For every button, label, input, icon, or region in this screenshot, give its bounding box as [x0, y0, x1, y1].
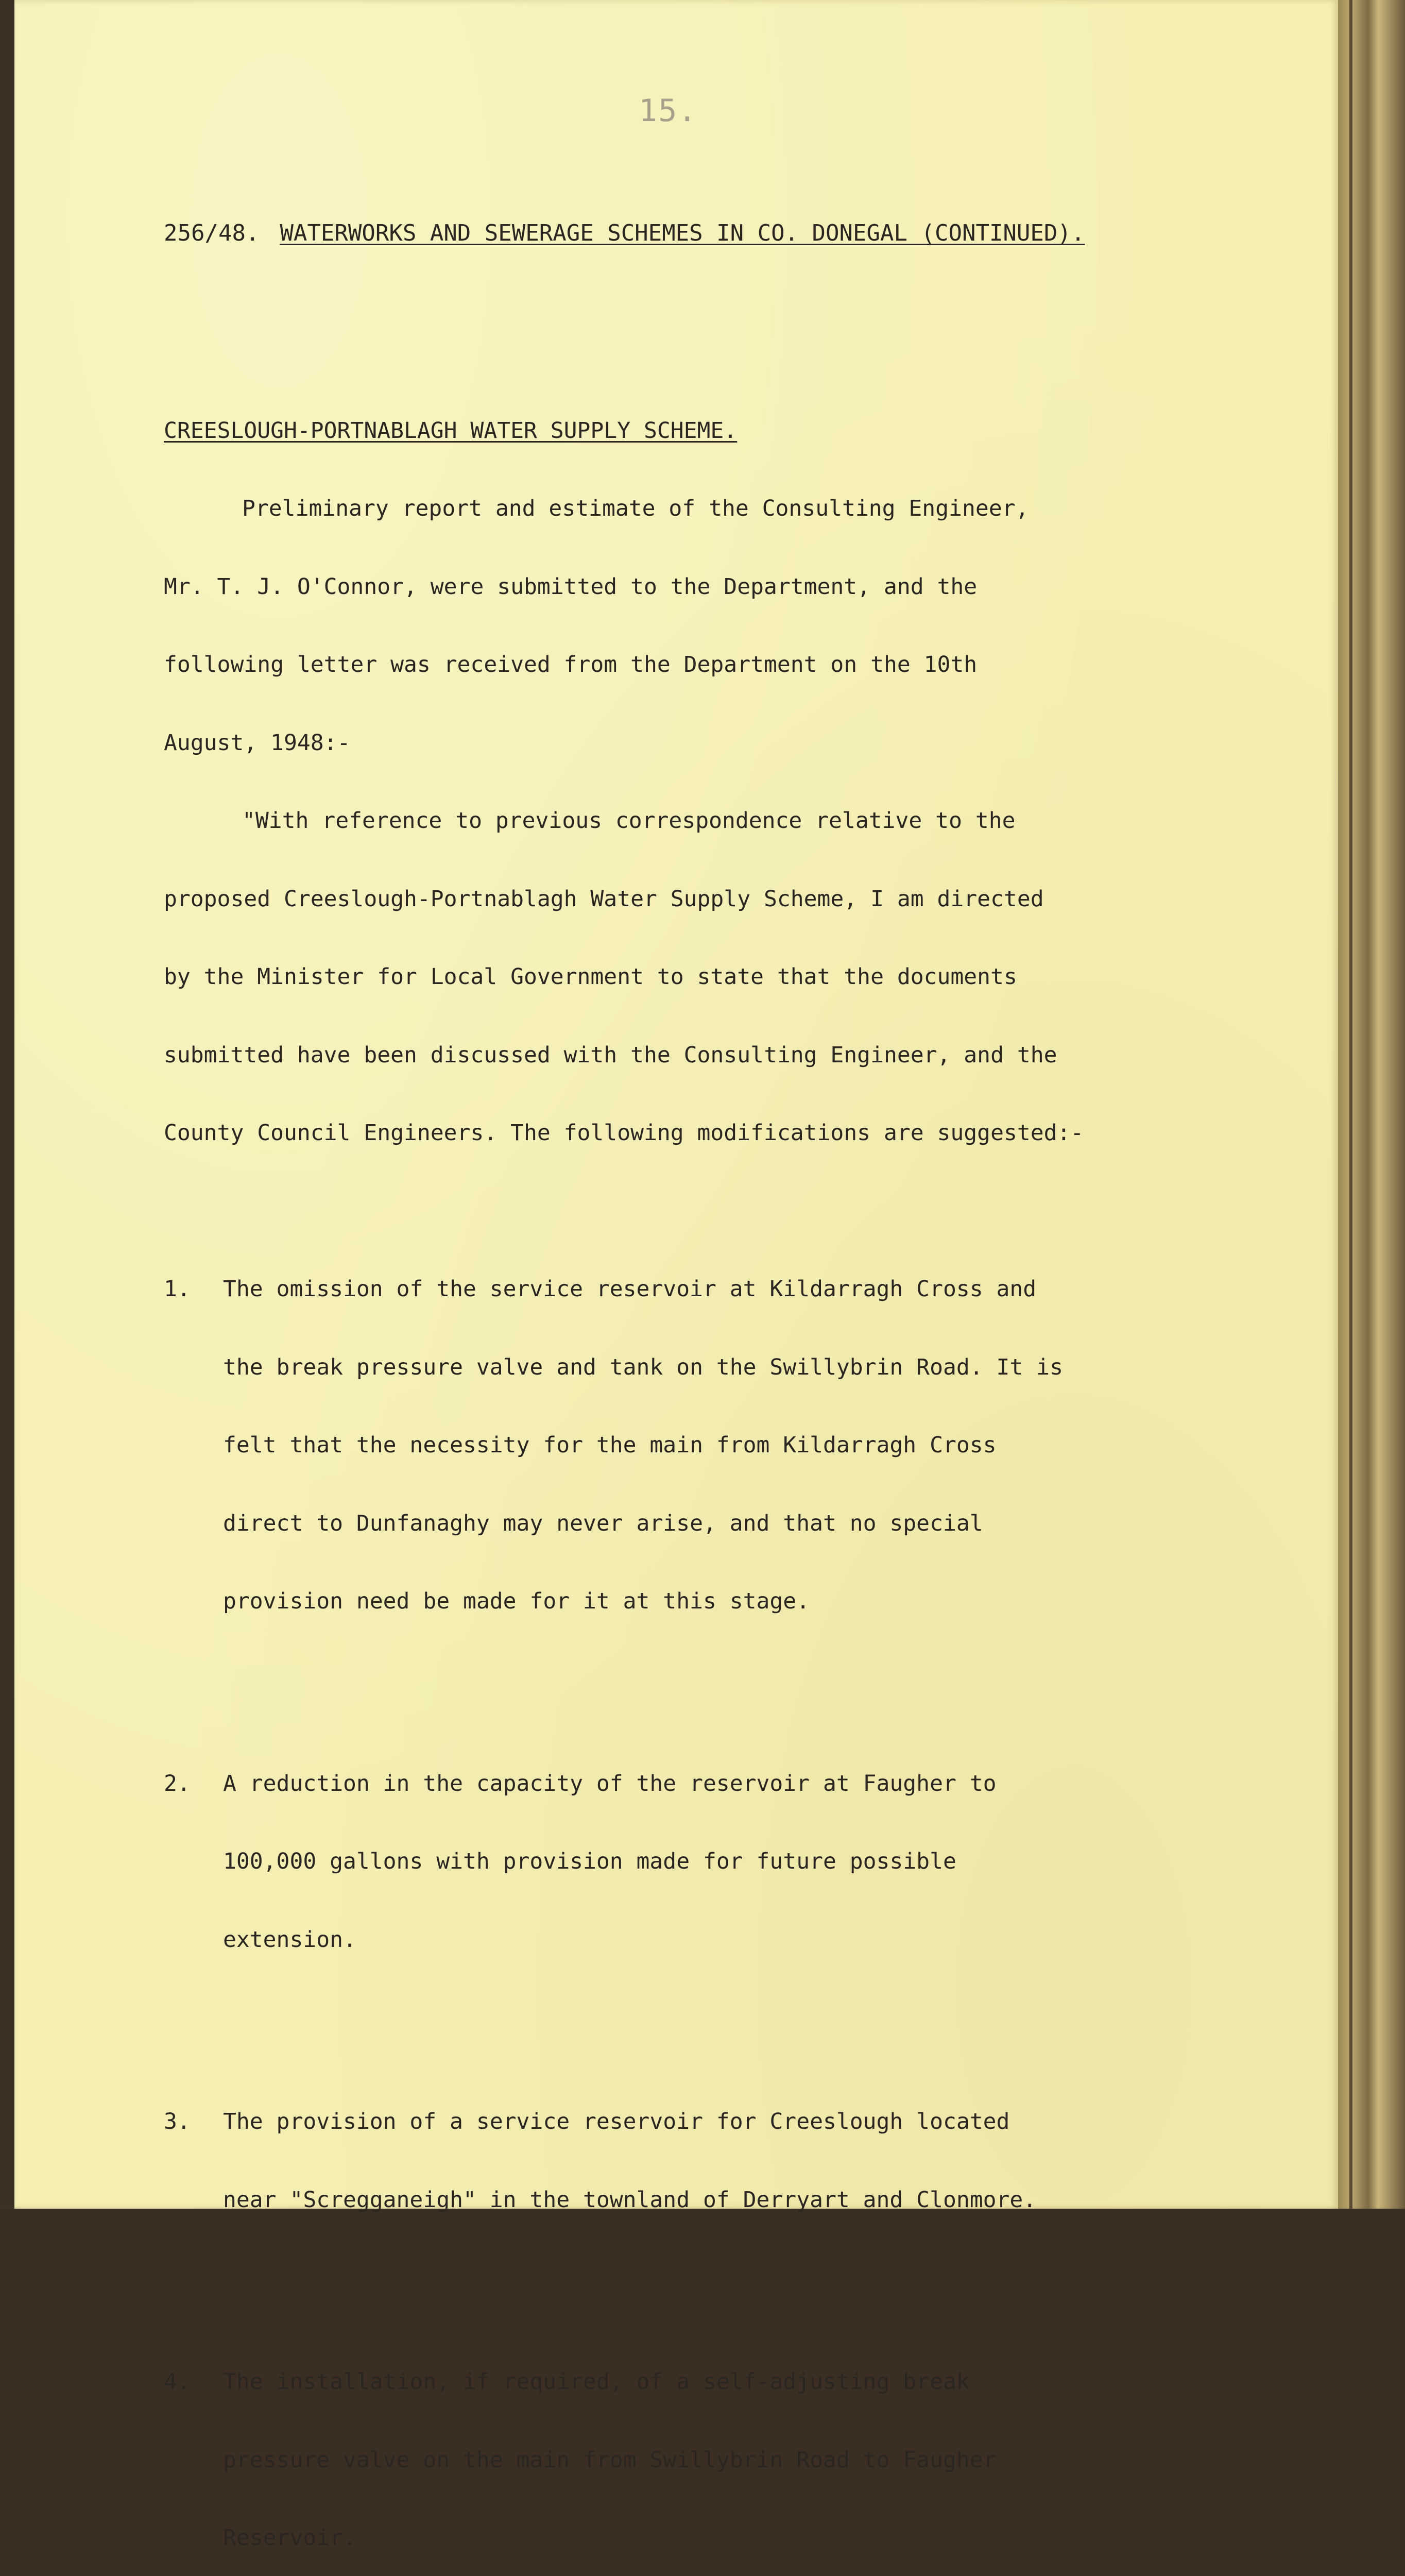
list-line: The omission of the service reservoir at Kildarragh Cross and: [223, 1276, 1036, 1302]
letter-line: submitted have been discussed with the Consulting Engineer, and the: [164, 1042, 1271, 1069]
letter-line: proposed Creeslough-Portnablagh Water Supply Scheme, I am directed: [164, 886, 1271, 912]
list-line: The provision of a service reservoir for Creeslough located: [223, 2109, 1009, 2134]
list-number: 2.: [164, 1771, 223, 1797]
document-header: [164, 221, 1271, 262]
document-body: [164, 142, 1271, 2576]
letter-line: County Council Engineers. The following modifications are suggested:-: [164, 1120, 1271, 1146]
page-number: 15.: [639, 93, 697, 129]
list-number: 3.: [164, 2109, 223, 2135]
list-item: [164, 2317, 1271, 2576]
letter-line: by the Minister for Local Government to state that the documents: [164, 964, 1271, 990]
section-creeslough: [164, 366, 1271, 2576]
list-line: pressure valve on the main from Swillybrin Road to Faugher: [164, 2447, 1271, 2473]
paragraph-line: following letter was received from the Department on the 10th: [164, 652, 1271, 678]
list-line: provision need be made for it at this stage.: [164, 1588, 1271, 1615]
list-line: The installation, if required, of a self-adjusting break: [223, 2369, 970, 2395]
list-line: extension.: [164, 1927, 1271, 1953]
list-line: 100,000 gallons with provision made for future possible: [164, 1849, 1271, 1875]
list-line: near "Scregganeigh" in the townland of Derryart and Clonmore.: [164, 2187, 1271, 2213]
book-binding-edge: [1338, 0, 1405, 2209]
document-title: WATERWORKS AND SEWERAGE SCHEMES IN CO. DONEGAL (CONTINUED).: [280, 220, 1085, 246]
list-number: 1.: [164, 1276, 223, 1302]
minute-reference: 256/48.: [164, 220, 259, 246]
list-line: direct to Dunfanaghy may never arise, and that no special: [164, 1511, 1271, 1537]
section-heading: CREESLOUGH-PORTNABLAGH WATER SUPPLY SCHEME.: [164, 418, 737, 444]
list-line: A reduction in the capacity of the reservoir at Faugher to: [223, 1771, 997, 1797]
letter-line: "With reference to previous correspondence relative to the: [164, 808, 1271, 834]
paragraph-line: Mr. T. J. O'Connor, were submitted to the Department, and the: [164, 574, 1271, 600]
list-item: [164, 1719, 1271, 2005]
paragraph-line: Preliminary report and estimate of the Consulting Engineer,: [164, 496, 1271, 522]
list-line: felt that the necessity for the main from Kildarragh Cross: [164, 1432, 1271, 1459]
binding-gutter-line: [1349, 0, 1352, 2209]
list-item: [164, 1224, 1271, 1667]
list-item: [164, 2057, 1271, 2265]
list-line: the break pressure valve and tank on the Swillybrin Road. It is: [164, 1354, 1271, 1381]
list-number: 4.: [164, 2369, 223, 2395]
list-line: Reservoir.: [164, 2525, 1271, 2551]
paragraph-line: August, 1948:-: [164, 730, 1271, 756]
